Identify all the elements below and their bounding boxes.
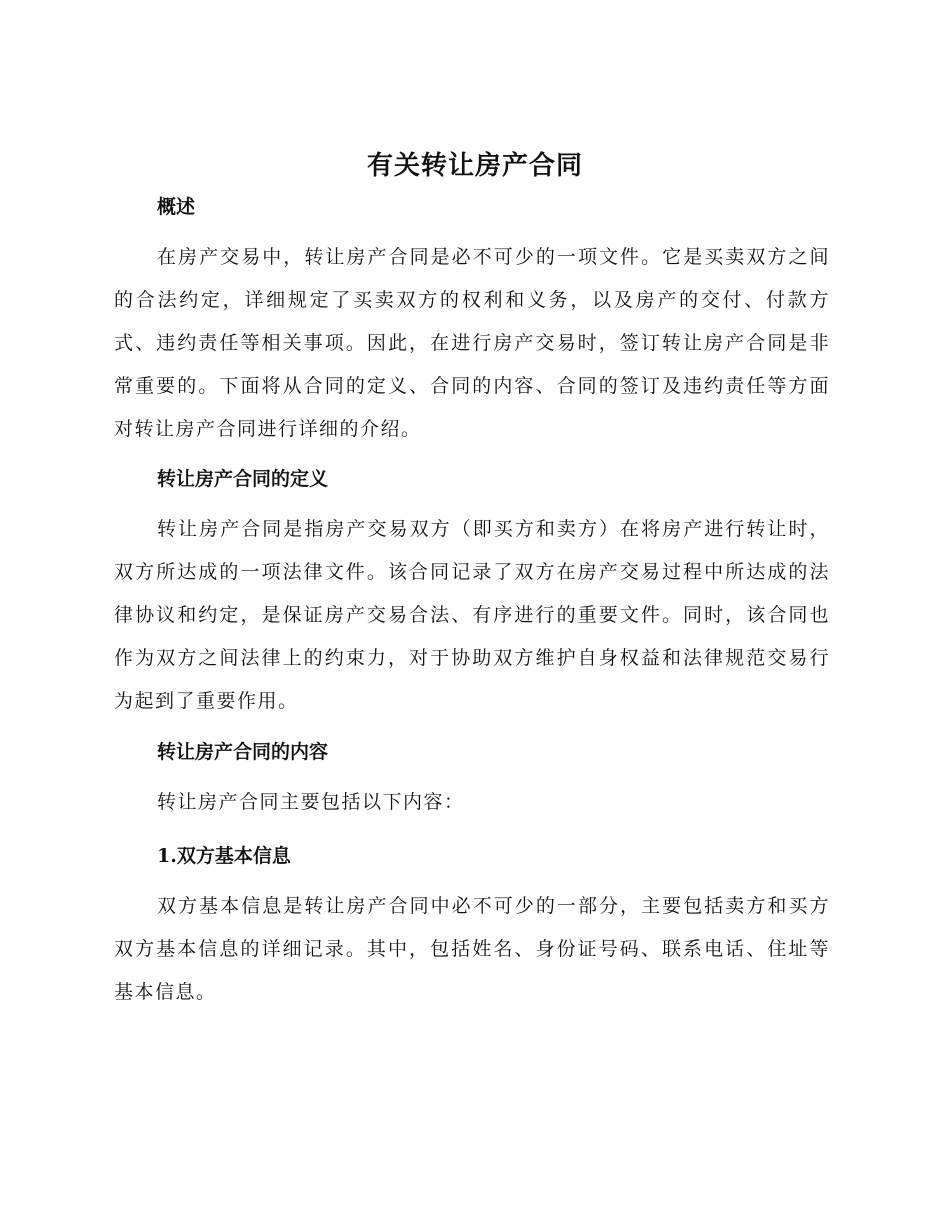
section-heading-overview: 概述 xyxy=(157,196,196,218)
section-heading-definition: 转让房产合同的定义 xyxy=(157,468,329,490)
section-paragraph-content: 转让房产合同主要包括以下内容： xyxy=(157,791,465,813)
section-heading-content: 转让房产合同的内容 xyxy=(157,741,329,763)
section-paragraph-basic-info: 双方基本信息是转让房产合同中必不可少的一部分，主要包括卖方和买方双方基本信息的详细记录。其中，包括姓名、身份证号码、联系电话、住址等基本信息。 xyxy=(114,895,830,1003)
document-title: 有关转让房产合同 xyxy=(366,151,583,181)
section-paragraph-overview: 在房产交易中，转让房产合同是必不可少的一项文件。它是买卖双方之间的合法约定，详细规定了买卖双方的权利和义务，以及房产的交付、付款方式、违约责任等相关事项。因此，在进行房产交易时，签订转让房产合同是非常重要的。下面将从合同的定义、合同的内容、合同的签订及违约责任等方面对转让房产合同进行详细的介绍。 xyxy=(114,246,830,440)
section-paragraph-definition: 转让房产合同是指房产交易双方（即买方和卖方）在将房产进行转让时，双方所达成的一项法律文件。该合同记录了双方在房产交易过程中所达成的法律协议和约定，是保证房产交易合法、有序进行的重要文件。同时，该合同也作为双方之间法律上的约束力，对于协助双方维护自身权益和法律规范交易行为起到了重要作用。 xyxy=(114,518,830,712)
section-heading-basic-info: 1.双方基本信息 xyxy=(157,845,291,867)
